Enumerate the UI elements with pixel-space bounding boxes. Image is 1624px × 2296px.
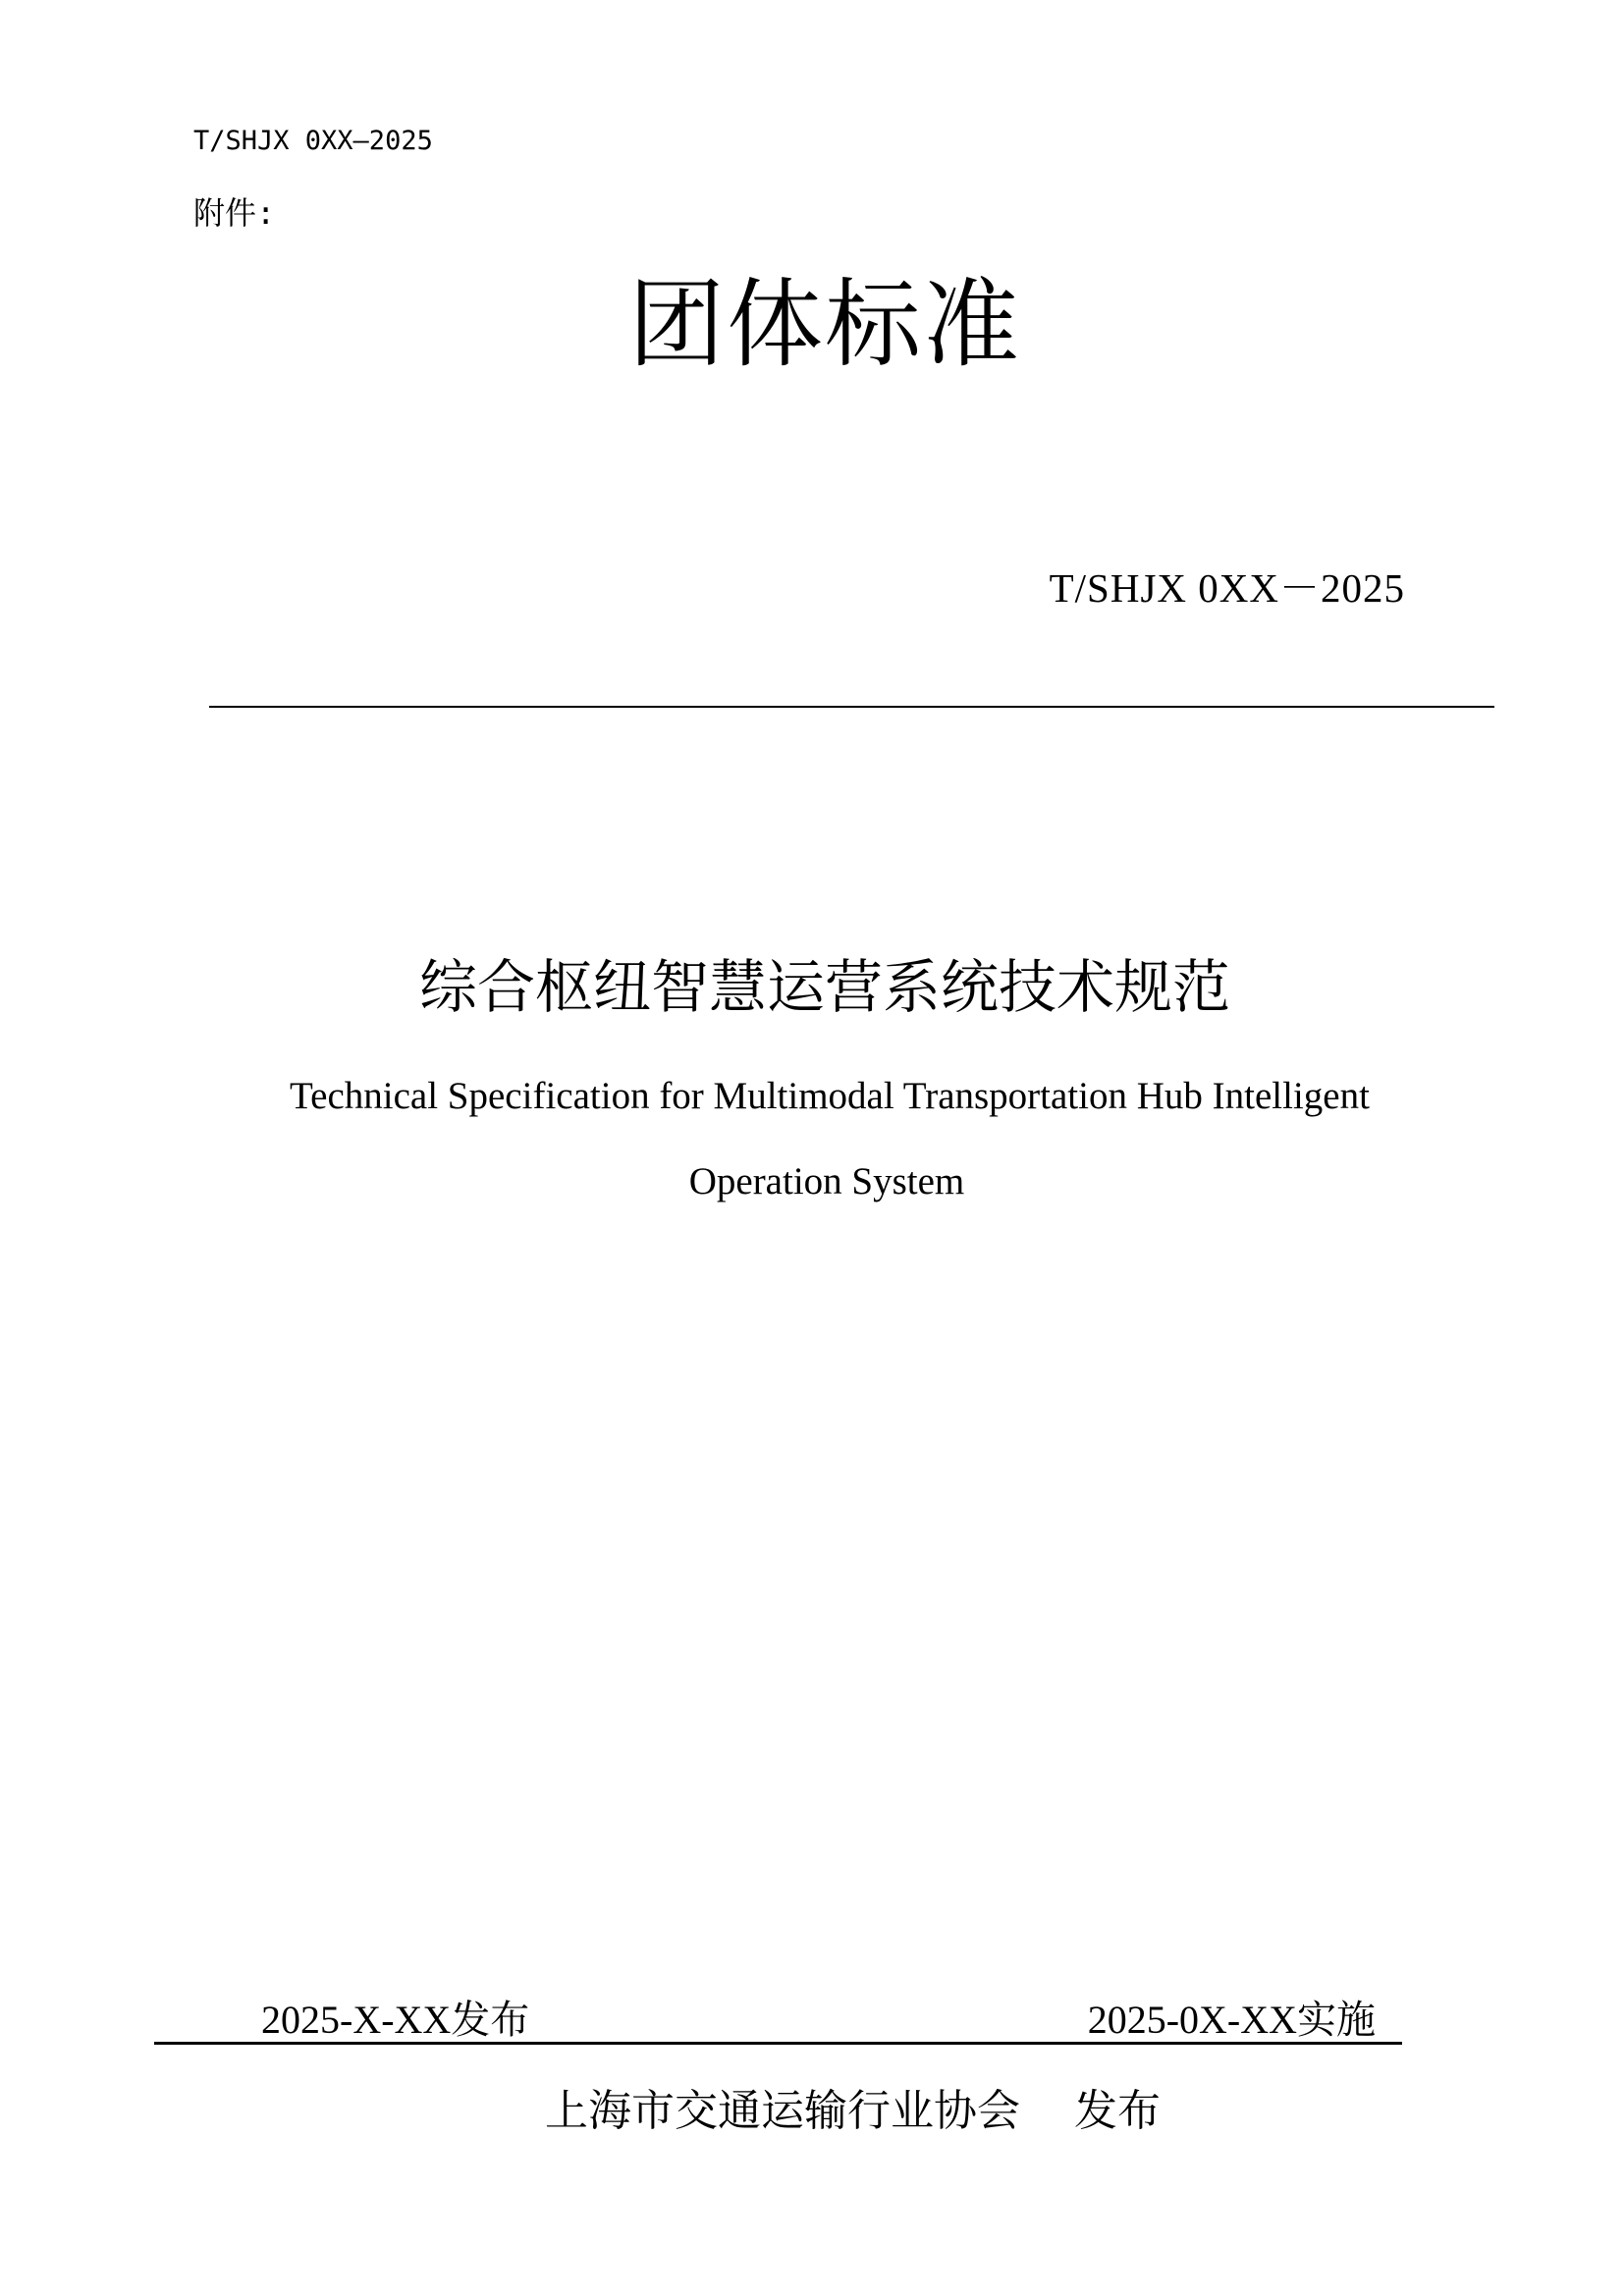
top-divider bbox=[209, 706, 1494, 708]
attachment-label: 附件: bbox=[193, 194, 276, 232]
publish-label: 发布 bbox=[1074, 2086, 1161, 2136]
header-standard-code: T/SHJX 0XX—2025 bbox=[193, 126, 433, 156]
publisher-name: 上海市交通运输行业协会 bbox=[545, 2086, 1020, 2136]
standard-number: T/SHJX 0XX－2025 bbox=[1049, 565, 1405, 611]
implementation-date: 2025-0X-XX实施 bbox=[1087, 1998, 1376, 2042]
document-type-heading: 团体标准 bbox=[627, 269, 1021, 381]
bottom-divider bbox=[154, 2042, 1402, 2045]
title-english-line-1: Technical Specification for Multimodal Transportation Hub Intelligent bbox=[290, 1075, 1370, 1117]
title-english-line-2: Operation System bbox=[688, 1160, 965, 1202]
issue-date: 2025-X-XX发布 bbox=[261, 1998, 530, 2042]
title-chinese: 综合枢纽智慧运营系统技术规范 bbox=[418, 953, 1230, 1021]
